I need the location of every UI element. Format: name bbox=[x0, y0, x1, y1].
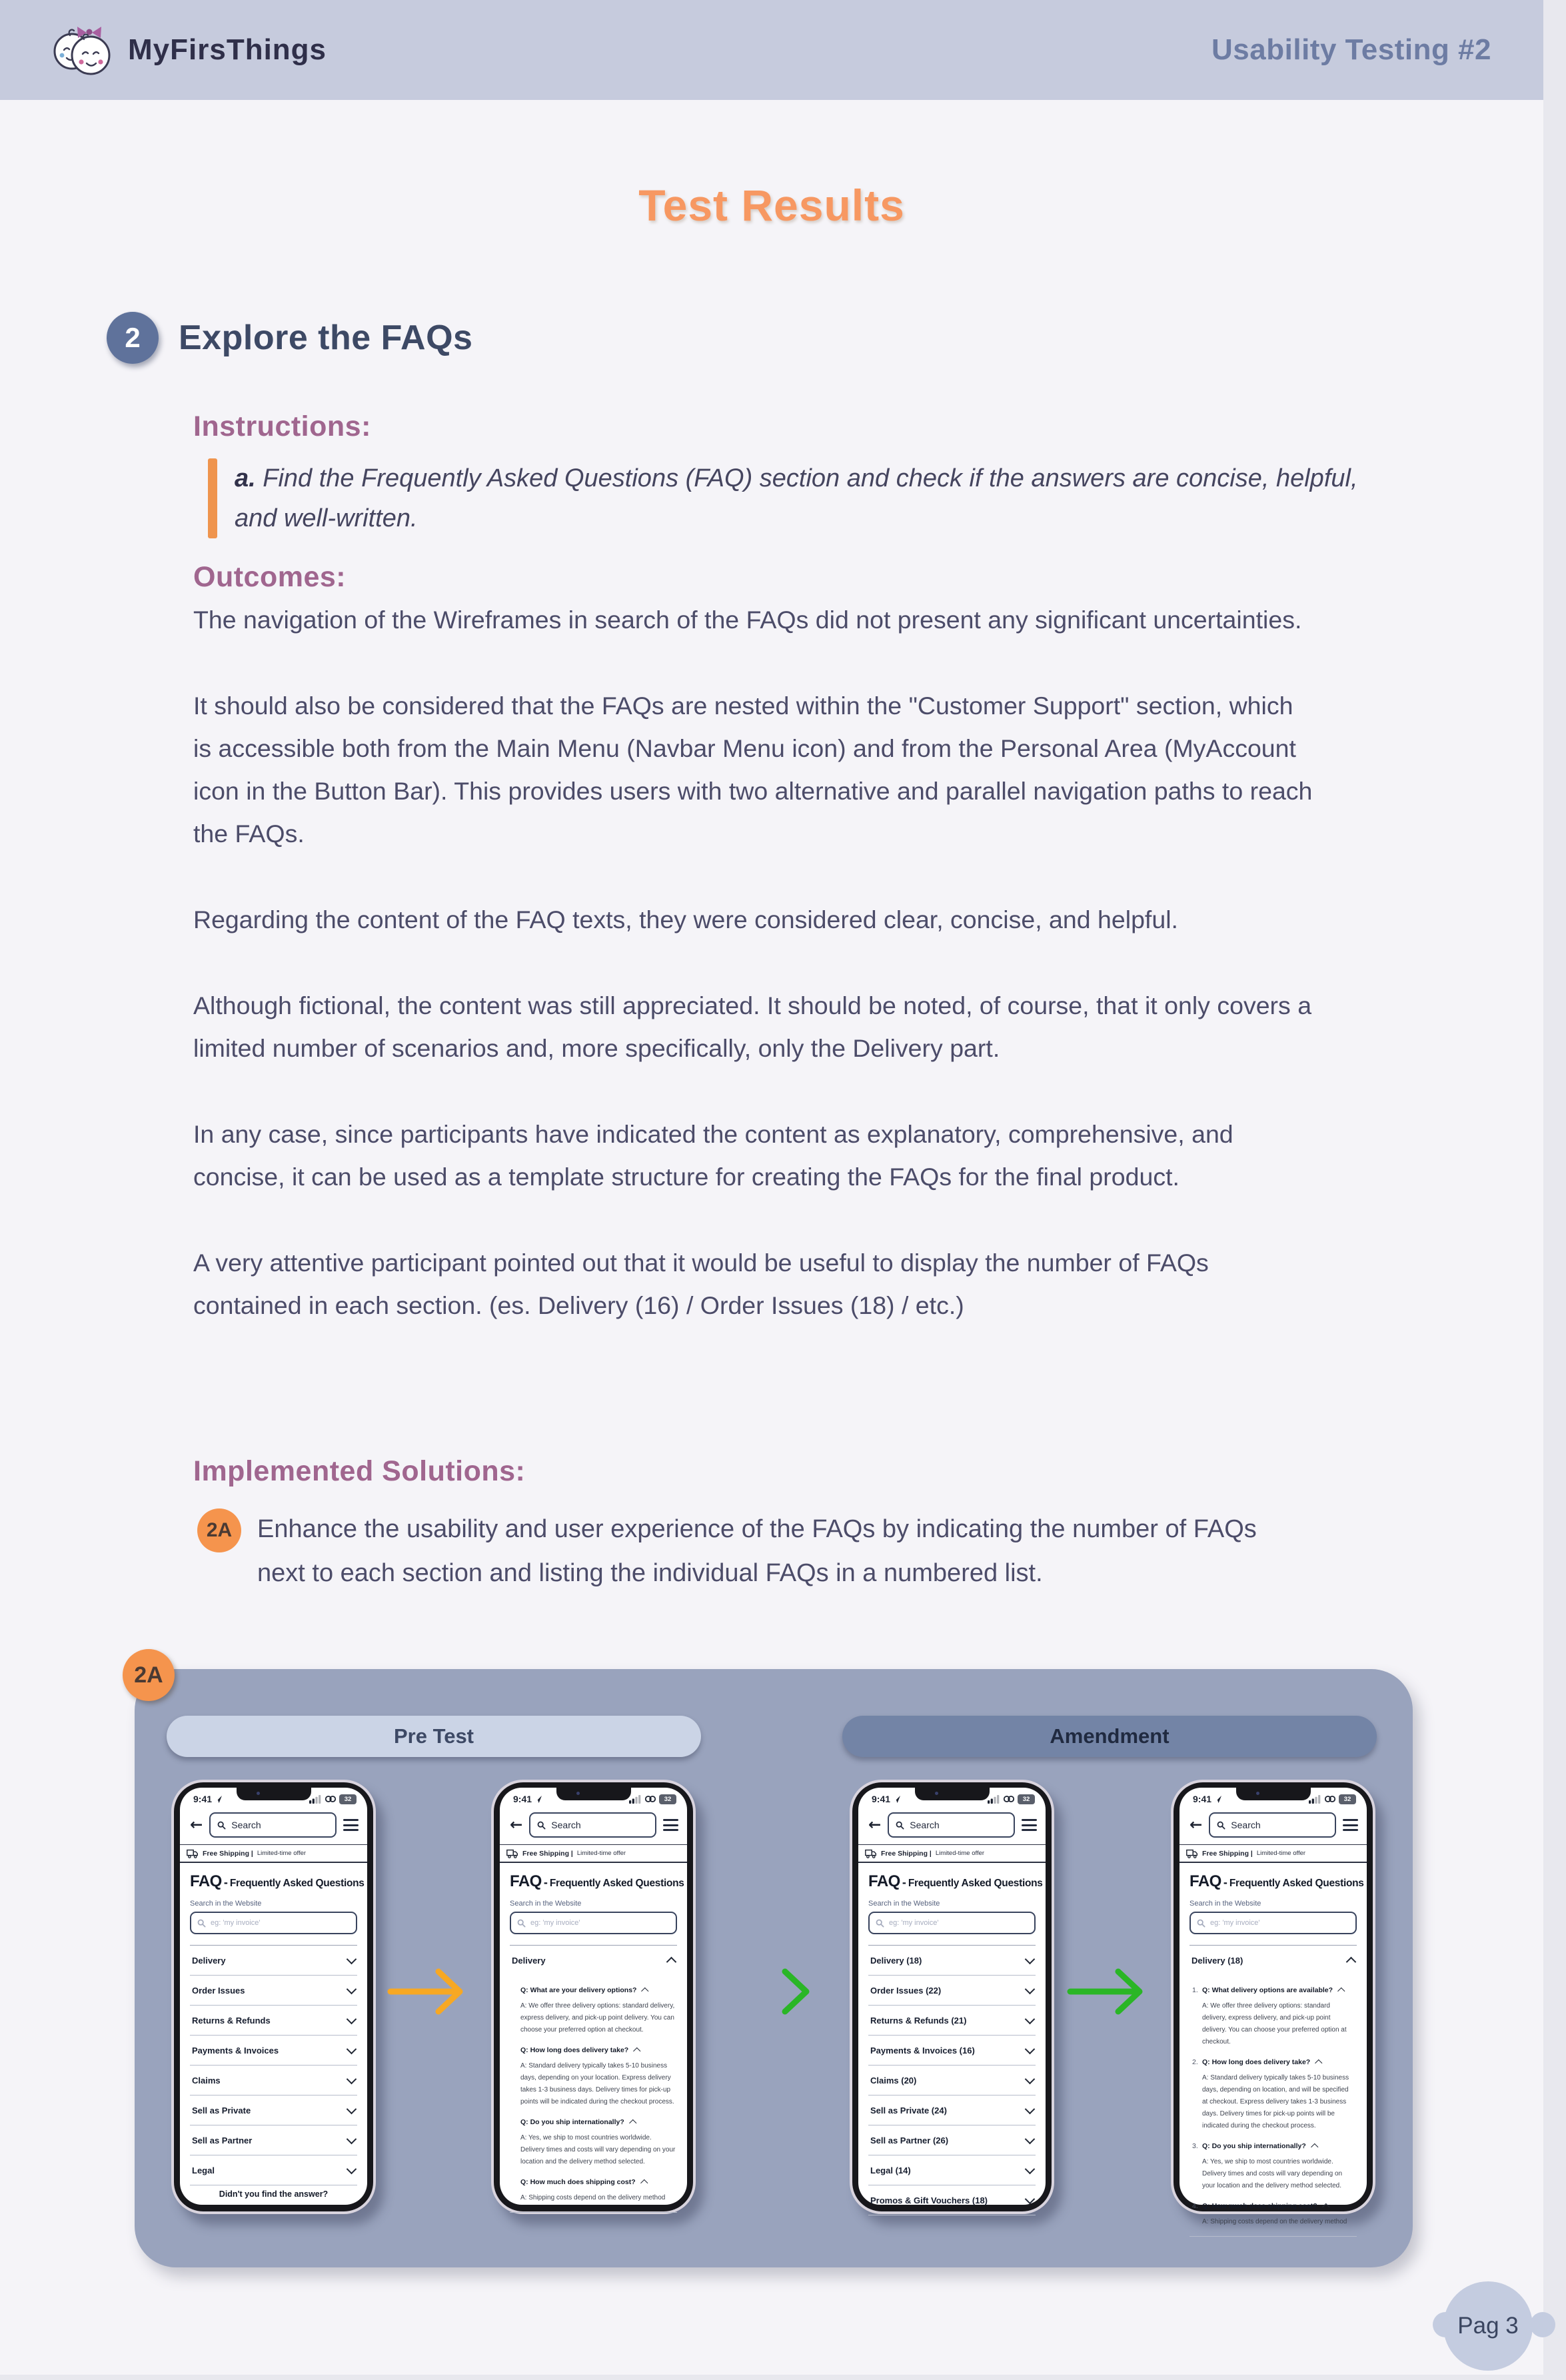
battery-icon: 32 bbox=[1339, 1794, 1356, 1804]
chevron-down-icon[interactable] bbox=[347, 2074, 357, 2084]
status-right bbox=[1309, 1794, 1356, 1804]
comparison-panel bbox=[134, 1662, 1413, 2267]
faq-section-label: Order Issues (22) bbox=[870, 1986, 942, 1996]
section-heading bbox=[107, 312, 472, 364]
faq-section-label: Sell as Private bbox=[192, 2105, 251, 2115]
faq-question[interactable] bbox=[1192, 2142, 1355, 2150]
faq-page-title bbox=[1189, 1872, 1364, 1891]
faq-section-row[interactable] bbox=[190, 2006, 357, 2036]
outcome-paragraph: A very attentive participant pointed out that it would be useful to display the number of FAQs contained in each section. (es. Delivery (16) / Order Issues (18) / etc.) bbox=[193, 1249, 1209, 1319]
status-bar bbox=[180, 1788, 367, 1804]
faq-section-label: Claims bbox=[192, 2076, 221, 2085]
site-search-input[interactable] bbox=[1189, 1912, 1357, 1934]
location-arrow-icon bbox=[1214, 1796, 1221, 1803]
nav-row bbox=[500, 1804, 687, 1838]
outcome-paragraph: The navigation of the Wireframes in search of the FAQs did not present any significant uncertainties. bbox=[193, 606, 1302, 634]
banner-text: Limited-time offer bbox=[1256, 1850, 1306, 1857]
banner-text: Limited-time offer bbox=[257, 1850, 307, 1857]
battery-icon: 32 bbox=[659, 1794, 676, 1804]
search-icon bbox=[1217, 1821, 1225, 1830]
brand-logo bbox=[52, 22, 327, 78]
outcomes-heading: Outcomes: bbox=[193, 561, 347, 593]
promo-banner bbox=[858, 1844, 1046, 1863]
chevron-down-icon[interactable] bbox=[347, 2103, 357, 2114]
instruction-item-text: Find the Frequently Asked Questions (FAQ) section and check if the answers are concise, helpful, and well-written. bbox=[235, 464, 1358, 532]
search-icon bbox=[217, 1821, 226, 1830]
header bbox=[0, 0, 1543, 100]
status-bar bbox=[500, 1788, 687, 1804]
status-right bbox=[629, 1794, 676, 1804]
faq-question[interactable] bbox=[1192, 2058, 1355, 2066]
faq-question-number: 4. bbox=[1192, 2202, 1198, 2210]
phone-screen bbox=[1179, 1788, 1367, 2225]
truck-icon bbox=[1186, 1849, 1198, 1858]
chevron-down-icon[interactable] bbox=[1025, 2044, 1036, 2054]
chevron-up-icon[interactable] bbox=[629, 2120, 636, 2127]
site-search-input[interactable] bbox=[190, 1912, 357, 1934]
banner-strong-text: Free Shipping | bbox=[881, 1849, 932, 1858]
faq-section-row[interactable] bbox=[868, 1976, 1036, 2006]
faq-answer: A: Yes, we ship to most countries worldwide. Delivery times and costs will vary depending on your location and the delivery method selected. bbox=[1202, 2158, 1343, 2189]
chevron-down-icon[interactable] bbox=[347, 2133, 357, 2144]
battery-icon: 32 bbox=[339, 1794, 357, 1804]
faq-section-row[interactable] bbox=[190, 2155, 357, 2185]
faq-question-number: 3. bbox=[1192, 2142, 1198, 2150]
chevron-down-icon[interactable] bbox=[1025, 2014, 1036, 2024]
faq-section-row[interactable] bbox=[868, 2185, 1036, 2215]
truck-icon bbox=[506, 1849, 518, 1858]
faq-question[interactable] bbox=[520, 2178, 676, 2186]
status-time: 9:41 bbox=[193, 1794, 213, 1804]
page-title: Test Results bbox=[638, 181, 905, 230]
phone-mockup-pretest-delivery-open bbox=[491, 1780, 696, 2214]
chevron-down-icon[interactable] bbox=[347, 2014, 357, 2024]
faq-question-text: Q: How long does delivery take? bbox=[520, 2046, 629, 2054]
search-icon bbox=[197, 1919, 206, 1928]
faq-answer: A: We offer three delivery options: standard delivery, express delivery, and pick-up point delivery. You can choose your preferred option at checkout. bbox=[1202, 2002, 1347, 2046]
chevron-down-icon[interactable] bbox=[1025, 2163, 1036, 2174]
faq-section-label: Sell as Private (24) bbox=[870, 2105, 947, 2115]
nav-row bbox=[1179, 1804, 1367, 1838]
searchbar-input[interactable] bbox=[1209, 1812, 1336, 1838]
faq-title-sep: - bbox=[902, 1876, 906, 1889]
truck-icon bbox=[865, 1849, 877, 1858]
faq-question-number: 1. bbox=[1192, 1986, 1198, 1994]
chevron-down-icon[interactable] bbox=[1025, 2103, 1036, 2114]
faq-footer-link[interactable]: Didn't you find the answer? bbox=[219, 2189, 329, 2199]
chevron-up-icon[interactable] bbox=[1338, 1988, 1345, 1996]
instructions-heading: Instructions: bbox=[193, 410, 371, 442]
chevron-down-icon[interactable] bbox=[347, 1954, 357, 1964]
faq-section-row[interactable] bbox=[190, 2095, 357, 2125]
faq-question[interactable] bbox=[1192, 2202, 1355, 2210]
instruction-text bbox=[235, 458, 1394, 538]
phone-amendment-delivery-open bbox=[1171, 1780, 1375, 2225]
faq-answer: A: Standard delivery typically takes 5-10 business days, depending on location, and will be specified at checkout. Express delivery takes 1-3 business days. Delivery times for pick-up points will be indicated during the checkout process. bbox=[1202, 2074, 1349, 2129]
faq-question[interactable] bbox=[520, 2046, 676, 2054]
faq-answer: A: Shipping costs depend on the delivery method bbox=[520, 2194, 666, 2201]
site-search-input[interactable] bbox=[868, 1912, 1036, 1934]
search-placeholder: Search bbox=[910, 1820, 940, 1830]
faq-section-row[interactable] bbox=[1189, 1946, 1357, 1975]
signal-icon bbox=[988, 1795, 1000, 1804]
faq-title-main: FAQ bbox=[1189, 1872, 1221, 1890]
faq-section-row[interactable] bbox=[190, 1976, 357, 2006]
faq-question[interactable] bbox=[520, 2118, 676, 2126]
status-right bbox=[988, 1794, 1035, 1804]
faq-section-row[interactable] bbox=[868, 2125, 1036, 2155]
faq-section-label: Claims (20) bbox=[870, 2076, 917, 2085]
chevron-up-icon[interactable] bbox=[634, 2048, 641, 2056]
search-icon bbox=[896, 1821, 904, 1830]
status-time: 9:41 bbox=[513, 1794, 532, 1804]
faq-section-label: Payments & Invoices (16) bbox=[870, 2046, 975, 2056]
location-arrow-icon bbox=[215, 1796, 222, 1803]
status-bar bbox=[858, 1788, 1046, 1804]
phone-mockup-amendment-delivery-open bbox=[1171, 1780, 1375, 2225]
phone-pretest-delivery-open bbox=[491, 1780, 696, 2214]
phone-pretest-faq-list bbox=[171, 1780, 376, 2214]
faq-section-row[interactable] bbox=[868, 2155, 1036, 2185]
location-arrow-icon bbox=[893, 1796, 900, 1803]
chevron-down-icon[interactable] bbox=[1025, 2193, 1036, 2204]
searchbar-input[interactable] bbox=[529, 1812, 656, 1838]
faq-section-row[interactable] bbox=[190, 2125, 357, 2155]
faq-question-text: Q: How long does delivery take? bbox=[1202, 2058, 1311, 2066]
faq-qa-list bbox=[510, 1975, 677, 2213]
screen-content bbox=[1179, 1872, 1367, 2237]
document-title: Usability Testing #2 bbox=[1211, 33, 1491, 66]
faq-section-row[interactable] bbox=[868, 2095, 1036, 2125]
site-search-label: Search in the Website bbox=[1189, 1900, 1261, 1908]
location-arrow-icon bbox=[534, 1796, 542, 1803]
banner-text: Limited-time offer bbox=[935, 1850, 985, 1857]
faq-section-row[interactable] bbox=[510, 1946, 677, 1975]
faq-section-label: Returns & Refunds (21) bbox=[870, 2016, 967, 2026]
hotspot-rings-icon bbox=[325, 1795, 337, 1803]
faq-question[interactable] bbox=[1192, 1986, 1355, 1994]
faq-title-rest: Frequently Asked Questions bbox=[908, 1878, 1043, 1889]
phone-screen bbox=[180, 1788, 367, 2205]
search-icon bbox=[876, 1919, 884, 1928]
outcome-paragraph: Although fictional, the content was still appreciated. It should be noted, of course, that it only covers a limited number of scenarios and, more specifically, only the Delivery part. bbox=[193, 991, 1312, 1062]
menu-icon[interactable] bbox=[663, 1819, 678, 1831]
nav-row bbox=[858, 1804, 1046, 1838]
baby-faces-logo-icon bbox=[52, 22, 116, 78]
faq-title-sep: - bbox=[543, 1876, 548, 1889]
outcome-paragraph: In any case, since participants have indicated the content as explanatory, comprehensive, and concise, it can be used as a template structure for creating the FAQs for the final product. bbox=[193, 1120, 1233, 1191]
promo-banner bbox=[180, 1844, 367, 1863]
faq-question-text: Q: Do you ship internationally? bbox=[520, 2118, 624, 2126]
faq-section-label: Legal bbox=[192, 2165, 215, 2175]
status-bar bbox=[1179, 1788, 1367, 1804]
search-placeholder: Search bbox=[1231, 1820, 1261, 1830]
banner-text: Limited-time offer bbox=[576, 1850, 626, 1857]
solution-badge-2a: 2A bbox=[197, 1508, 241, 1552]
faq-title-main: FAQ bbox=[510, 1872, 542, 1890]
faq-page-title bbox=[510, 1872, 684, 1891]
arrow-right-green-icon bbox=[1066, 1961, 1160, 2022]
faq-section-label: Promos & Gift Vouchers (18) bbox=[870, 2195, 988, 2205]
status-right bbox=[309, 1794, 357, 1804]
banner-strong-text: Free Shipping | bbox=[203, 1849, 253, 1858]
solutions-list bbox=[197, 1507, 1290, 1595]
battery-icon: 32 bbox=[1018, 1794, 1035, 1804]
chevron-up-icon[interactable] bbox=[1311, 2144, 1318, 2151]
faq-question-number: 2. bbox=[1192, 2058, 1198, 2066]
menu-icon[interactable] bbox=[1022, 1819, 1037, 1831]
chevron-down-icon[interactable] bbox=[347, 1984, 357, 1994]
status-time: 9:41 bbox=[1193, 1794, 1212, 1804]
site-search-placeholder: eg: 'my invoice' bbox=[1210, 1919, 1260, 1927]
section-number-badge: 2 bbox=[107, 312, 159, 364]
faq-section-row[interactable] bbox=[868, 1946, 1036, 1976]
nav-row bbox=[180, 1804, 367, 1838]
phone-amendment-faq-list bbox=[850, 1780, 1054, 2214]
faq-question-text: Q: What delivery options are available? bbox=[1202, 1986, 1333, 1994]
faq-question-text: Q: What are your delivery options? bbox=[520, 1986, 637, 1994]
faq-title-rest: Frequently Asked Questions bbox=[549, 1878, 684, 1889]
hotspot-rings-icon bbox=[644, 1795, 656, 1803]
faq-section-label: Delivery (18) bbox=[1191, 1956, 1243, 1966]
phone-screen bbox=[500, 1788, 687, 2205]
faq-title-sep: - bbox=[223, 1876, 228, 1889]
chevron-down-icon[interactable] bbox=[1025, 1984, 1036, 1994]
hotspot-rings-icon bbox=[1324, 1795, 1336, 1803]
screen-content bbox=[180, 1872, 367, 2185]
phone-mockup-pretest-faq-list bbox=[171, 1780, 376, 2214]
chevron-up-icon[interactable] bbox=[666, 1957, 677, 1968]
quote-bar bbox=[208, 458, 217, 538]
amendment-pill[interactable]: Amendment bbox=[842, 1716, 1377, 1757]
menu-icon[interactable] bbox=[1343, 1819, 1358, 1831]
faq-title-rest: Frequently Asked Questions bbox=[229, 1878, 365, 1889]
search-placeholder: Search bbox=[551, 1820, 581, 1830]
faq-title-rest: Frequently Asked Questions bbox=[1229, 1878, 1364, 1889]
chevron-down-icon[interactable] bbox=[1025, 2074, 1036, 2084]
chevron-down-icon[interactable] bbox=[1025, 1954, 1036, 1964]
site-search-label: Search in the Website bbox=[868, 1900, 940, 1908]
faq-section-label: Sell as Partner (26) bbox=[870, 2135, 949, 2145]
signal-icon bbox=[1309, 1795, 1321, 1804]
faq-section-label: Order Issues bbox=[192, 1986, 245, 1996]
menu-icon[interactable] bbox=[343, 1819, 359, 1831]
pre-test-pill[interactable]: Pre Test bbox=[167, 1716, 701, 1757]
signal-icon bbox=[629, 1795, 642, 1804]
instruction-quote bbox=[208, 458, 1394, 538]
signal-icon bbox=[309, 1795, 322, 1804]
page-indicator bbox=[1433, 2273, 1566, 2380]
search-icon bbox=[1197, 1919, 1205, 1928]
solutions-heading: Implemented Solutions: bbox=[193, 1455, 526, 1487]
chevron-up-icon[interactable] bbox=[1322, 2204, 1329, 2211]
outcome-paragraph: It should also be considered that the FAQs are nested within the "Customer Support" section, which is accessible both from the Main Menu (Navbar Menu icon) and from the Personal Area (MyAccount icon in the Button Bar). This provides users with two alternative and parallel navigation paths to reach the FAQs. bbox=[193, 692, 1313, 848]
chevron-down-icon[interactable] bbox=[1025, 2133, 1036, 2144]
faq-page-title bbox=[868, 1872, 1043, 1891]
arrow-right-gradient-icon bbox=[706, 1961, 826, 2022]
site-search-placeholder: eg: 'my invoice' bbox=[889, 1919, 939, 1927]
site-search-label: Search in the Website bbox=[510, 1900, 582, 1908]
badge-ear-right bbox=[1530, 2312, 1555, 2337]
faq-question-text: Q: How much does shipping cost? bbox=[1202, 2202, 1317, 2210]
chevron-up-icon[interactable] bbox=[1315, 2060, 1323, 2068]
search-placeholder: Search bbox=[231, 1820, 261, 1830]
back-arrow-icon[interactable]: ← bbox=[1189, 1816, 1203, 1834]
faq-page-title bbox=[190, 1872, 365, 1891]
site-search-input[interactable] bbox=[510, 1912, 677, 1934]
hotspot-rings-icon bbox=[1003, 1795, 1015, 1803]
faq-section-label: Sell as Partner bbox=[192, 2135, 253, 2145]
faq-section-row[interactable] bbox=[190, 2066, 357, 2095]
search-icon bbox=[517, 1919, 526, 1928]
status-time: 9:41 bbox=[872, 1794, 891, 1804]
faq-section-label: Delivery bbox=[192, 1956, 226, 1966]
faq-answer: A: Standard delivery typically takes 5-10 business days, depending on your location. Express delivery takes 1-3 business days. Delivery times for pick-up points will be indicated during the checkout process. bbox=[520, 2062, 674, 2105]
promo-banner bbox=[500, 1844, 687, 1863]
faq-answer: A: Shipping costs depend on the delivery method bbox=[1202, 2218, 1347, 2225]
faq-title-sep: - bbox=[1223, 1876, 1227, 1889]
searchbar-input[interactable] bbox=[888, 1812, 1015, 1838]
arrow-right-orange-icon bbox=[387, 1961, 480, 2022]
banner-strong-text: Free Shipping | bbox=[1202, 1849, 1253, 1858]
chevron-up-icon[interactable] bbox=[1346, 1957, 1357, 1968]
chevron-down-icon[interactable] bbox=[347, 2044, 357, 2054]
faq-qa-list bbox=[1189, 1975, 1357, 2237]
outcome-paragraph: Regarding the content of the FAQ texts, they were considered clear, concise, and helpful. bbox=[193, 905, 1178, 933]
faq-section-label: Delivery bbox=[512, 1956, 546, 1966]
solution-text: Enhance the usability and user experience of the FAQs by indicating the number of FAQs next to each section and listing the individual FAQs in a numbered list. bbox=[257, 1515, 1257, 1587]
searchbar-input[interactable] bbox=[209, 1812, 337, 1838]
site-search-placeholder: eg: 'my invoice' bbox=[211, 1919, 261, 1927]
brand-name: MyFirsThings bbox=[128, 33, 327, 66]
status-left bbox=[193, 1794, 222, 1804]
instruction-item-label: a. bbox=[235, 464, 256, 492]
faq-section-row[interactable] bbox=[868, 2066, 1036, 2095]
faq-section-label: Payments & Invoices bbox=[192, 2046, 279, 2056]
faq-answer: A: We offer three delivery options: standard delivery, express delivery, and pick-up point delivery. You can choose your preferred option at checkout. bbox=[520, 2002, 675, 2034]
faq-question[interactable] bbox=[520, 1986, 676, 1994]
faq-section-label: Legal (14) bbox=[870, 2165, 911, 2175]
solution-item bbox=[197, 1507, 1290, 1595]
status-left bbox=[513, 1794, 542, 1804]
search-icon bbox=[537, 1821, 546, 1830]
faq-section-row[interactable] bbox=[190, 2036, 357, 2066]
status-left bbox=[1193, 1794, 1221, 1804]
faq-section-label: Delivery (18) bbox=[870, 1956, 922, 1966]
page-number: Pag 3 bbox=[1457, 2313, 1519, 2339]
promo-banner bbox=[1179, 1844, 1367, 1863]
back-arrow-icon[interactable]: ← bbox=[510, 1816, 523, 1834]
site-search-label: Search in the Website bbox=[190, 1900, 262, 1908]
chevron-up-icon[interactable] bbox=[642, 1988, 649, 1996]
faq-title-main: FAQ bbox=[868, 1872, 900, 1890]
faq-section-row[interactable] bbox=[190, 1946, 357, 1976]
back-arrow-icon[interactable]: ← bbox=[868, 1816, 882, 1834]
screen-content bbox=[858, 1872, 1046, 2215]
faq-section-row[interactable] bbox=[868, 2006, 1036, 2036]
faq-question-text: Q: How much does shipping cost? bbox=[520, 2178, 636, 2186]
chevron-up-icon[interactable] bbox=[640, 2180, 648, 2187]
site-search-placeholder: eg: 'my invoice' bbox=[530, 1919, 580, 1927]
phone-mockup-amendment-faq-list bbox=[850, 1780, 1054, 2214]
screen-content bbox=[500, 1872, 687, 2213]
chevron-down-icon[interactable] bbox=[347, 2163, 357, 2174]
faq-section-label: Returns & Refunds bbox=[192, 2016, 271, 2026]
faq-answer: A: Yes, we ship to most countries worldwide. Delivery times and costs will vary depending on your location and the delivery method selected. bbox=[520, 2134, 676, 2165]
panel-badge-2a: 2A bbox=[123, 1649, 175, 1701]
back-arrow-icon[interactable]: ← bbox=[190, 1816, 203, 1834]
truck-icon bbox=[187, 1849, 199, 1858]
outcomes-body bbox=[193, 598, 1313, 1370]
faq-title-main: FAQ bbox=[190, 1872, 222, 1890]
banner-strong-text: Free Shipping | bbox=[522, 1849, 573, 1858]
section-title: Explore the FAQs bbox=[179, 318, 473, 357]
phone-screen bbox=[858, 1788, 1046, 2205]
status-left bbox=[872, 1794, 900, 1804]
faq-question-text: Q: Do you ship internationally? bbox=[1202, 2142, 1306, 2150]
faq-section-row[interactable] bbox=[868, 2036, 1036, 2066]
